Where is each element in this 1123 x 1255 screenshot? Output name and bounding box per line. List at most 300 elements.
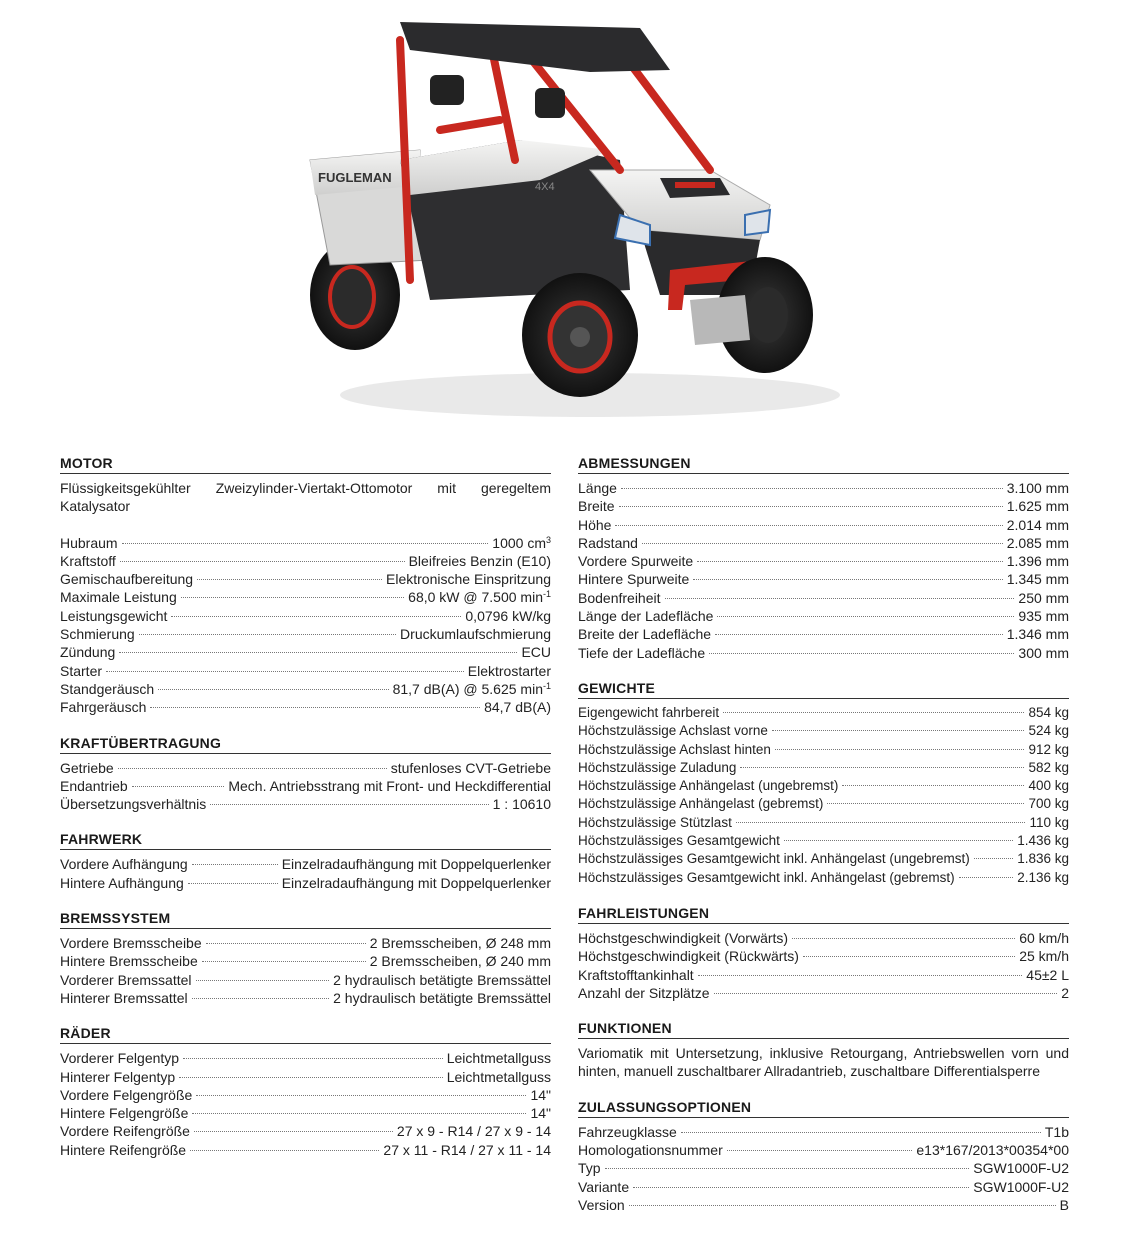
spec-value-text: 400 kg: [1028, 778, 1069, 794]
spec-label: Variante: [578, 1178, 630, 1195]
spec-value: [1007, 570, 1069, 588]
spec-value: [447, 1068, 551, 1086]
spec-value: [282, 855, 551, 873]
spec-value-text: 1.345 mm: [1006, 571, 1069, 588]
spec-row: [578, 570, 1069, 588]
spec-row: [60, 1104, 551, 1122]
spec-row: [60, 607, 551, 625]
spec-value: [1018, 607, 1069, 625]
spec-row: [578, 704, 1069, 722]
skid-plate: [690, 295, 750, 345]
spec-value: [1007, 534, 1069, 552]
spec-row: [60, 855, 551, 873]
spec-value: [1019, 929, 1069, 947]
dot-leader: [959, 877, 1014, 878]
spec-label: Bodenfreiheit: [578, 589, 661, 606]
spec-row: [578, 869, 1069, 887]
dot-leader: [697, 561, 1003, 562]
section-abm: [578, 455, 1069, 662]
spec-value-text: 81,7 dB(A) @ 5.625 min: [392, 680, 543, 697]
spec-label: Länge der Ladefläche: [578, 608, 714, 625]
spec-label: Höchstzulässige Anhängelast (gebremst): [578, 796, 824, 812]
spec-label: Höhe: [578, 516, 612, 533]
dot-leader: [120, 561, 405, 562]
spec-value: [408, 588, 551, 606]
dot-leader: [179, 1077, 443, 1078]
dot-leader: [842, 785, 1024, 786]
left-column: [60, 455, 551, 1177]
section-fahrwerk: [60, 831, 551, 892]
section-gew: [578, 680, 1069, 887]
spec-value-text: 1 : 10610: [492, 796, 551, 813]
spec-value-text: 700 kg: [1028, 796, 1069, 812]
section-title: RÄDER: [60, 1025, 551, 1044]
spec-value: [1007, 552, 1069, 570]
spec-label: Höchstzulässige Achslast vorne: [578, 723, 768, 739]
spec-value-text: Mech. Antriebsstrang mit Front- und Heckdifferential: [228, 777, 551, 794]
spec-value-text: Druckumlaufschmierung: [400, 626, 551, 643]
dot-leader: [119, 652, 517, 653]
spec-row: [578, 832, 1069, 850]
spec-value-text: SGW1000F-U2: [973, 1178, 1069, 1195]
spec-value: [1007, 625, 1069, 643]
dot-leader: [715, 634, 1003, 635]
spec-value: [1029, 814, 1069, 832]
section-intro: Flüssigkeitsgekühlter Zweizylinder-Viertakt-Ottomotor mit geregeltem Katalysator: [60, 480, 551, 515]
spec-value: [1017, 832, 1069, 850]
spec-value-text: 2.136 kg: [1017, 869, 1069, 885]
spec-value: [1028, 741, 1069, 759]
spec-value-superscript: 3: [545, 534, 551, 545]
section-title: ABMESSUNGEN: [578, 455, 1069, 474]
spec-label: Tiefe der Ladefläche: [578, 644, 706, 661]
spec-value: [386, 570, 551, 588]
spec-label: Vordere Bremsscheibe: [60, 935, 202, 952]
spec-label: Vordere Spurweite: [578, 553, 694, 570]
spec-label: Breite: [578, 498, 615, 515]
spec-value: [370, 952, 551, 970]
dot-leader: [642, 543, 1003, 544]
spec-value-text: 300 mm: [1018, 644, 1069, 661]
spec-value: [484, 698, 551, 716]
spec-label: Kraftstoff: [60, 552, 116, 569]
spec-row: [578, 1141, 1069, 1159]
spec-row: [60, 795, 551, 813]
spec-value: [493, 795, 551, 813]
spec-value: [228, 777, 551, 795]
spec-value-text: 1.346 mm: [1006, 626, 1069, 643]
dot-leader: [665, 598, 1015, 599]
dot-leader: [194, 1131, 393, 1132]
dot-leader: [158, 689, 388, 690]
spec-value-text: 84,7 dB(A): [484, 699, 551, 716]
spec-label: Höchstzulässiges Gesamtgewicht: [578, 833, 780, 849]
roof: [400, 22, 670, 72]
spec-value-text: 854 kg: [1028, 704, 1069, 720]
right-column: [578, 455, 1069, 1232]
dot-leader: [210, 804, 488, 805]
spec-value: [973, 1178, 1069, 1196]
badge-4x4: 4X4: [535, 181, 555, 193]
spec-label: Höchstzulässige Achslast hinten: [578, 741, 771, 757]
spec-label: Hinterer Bremssattel: [60, 989, 188, 1006]
section-title: MOTOR: [60, 455, 551, 474]
spec-row: [60, 680, 551, 698]
spec-value-text: 25 km/h: [1019, 948, 1069, 965]
spec-value-text: 524 kg: [1028, 723, 1069, 739]
dot-leader: [727, 1150, 913, 1151]
section-funk: [578, 1020, 1069, 1081]
spec-label: Hintere Felgengröße: [60, 1105, 189, 1122]
spec-value: [393, 680, 551, 698]
spec-label: Hintere Reifengröße: [60, 1141, 187, 1158]
spec-value: [1060, 1196, 1069, 1214]
spec-value-text: 582 kg: [1028, 759, 1069, 775]
spec-value-text: Leichtmetallguss: [446, 1050, 551, 1067]
spec-value: [1028, 795, 1069, 813]
spec-label: Hintere Bremsscheibe: [60, 953, 198, 970]
dot-leader: [188, 883, 278, 884]
spec-value: [1018, 589, 1069, 607]
spec-label: Vordere Reifengröße: [60, 1123, 190, 1140]
spec-label: Höchstzulässiges Gesamtgewicht inkl. Anhängelast (ungebremst): [578, 851, 970, 867]
spec-row: [60, 1141, 551, 1159]
spec-row: [60, 874, 551, 892]
section-brems: [60, 910, 551, 1007]
spec-value: [465, 607, 551, 625]
spec-value: [370, 934, 551, 952]
spec-value-text: 2.014 mm: [1006, 516, 1069, 533]
spec-value-text: 1000 cm: [492, 534, 546, 551]
spec-row: [578, 929, 1069, 947]
spec-row: [578, 516, 1069, 534]
spec-label: Eigengewicht fahrbereit: [578, 704, 720, 720]
spec-row: [60, 698, 551, 716]
spec-value-text: Elektronische Einspritzung: [386, 571, 551, 588]
spec-label: Höchstzulässiges Gesamtgewicht inkl. Anhängelast (gebremst): [578, 869, 955, 885]
dot-leader: [698, 975, 1023, 976]
spec-label: Höchstgeschwindigkeit (Vorwärts): [578, 929, 789, 946]
spec-value-text: SGW1000F-U2: [973, 1160, 1069, 1177]
spec-value: [282, 874, 551, 892]
dot-leader: [714, 993, 1058, 994]
section-motor: [60, 455, 551, 717]
spec-label: Leistungsgewicht: [60, 607, 168, 624]
section-title: KRAFTÜBERTRAGUNG: [60, 735, 551, 754]
dot-leader: [615, 525, 1002, 526]
spec-label: Höchstzulässige Anhängelast (ungebremst): [578, 778, 839, 794]
section-fahrl: [578, 905, 1069, 1002]
brand-logo: FUGLEMAN: [318, 170, 392, 185]
spec-row: [60, 552, 551, 570]
spec-value-text: 2 Bremsscheiben, Ø 248 mm: [369, 935, 551, 952]
dot-leader: [605, 1168, 970, 1169]
spec-label: Hinterer Felgentyp: [60, 1068, 176, 1085]
dot-leader: [122, 543, 489, 544]
spec-value-text: 27 x 9 - R14 / 27 x 9 - 14: [396, 1123, 551, 1140]
spec-label: Starter: [60, 662, 103, 679]
dot-leader: [792, 938, 1015, 939]
spec-value: [492, 534, 551, 552]
spec-value-text: 1.436 kg: [1017, 833, 1069, 849]
spec-row: [60, 534, 551, 552]
spec-value: [333, 989, 551, 1007]
spec-label: Hubraum: [60, 534, 118, 551]
spec-row: [60, 643, 551, 661]
dot-leader: [633, 1187, 969, 1188]
spec-label: Kraftstofftankinhalt: [578, 966, 694, 983]
spec-row: [60, 588, 551, 606]
spec-label: Höchstgeschwindigkeit (Rückwärts): [578, 948, 799, 965]
dot-leader: [190, 1150, 379, 1151]
front-left-wheel: [522, 273, 638, 397]
spec-value-text: 110 kg: [1029, 814, 1069, 830]
spec-value-text: 250 mm: [1018, 589, 1069, 606]
seat-right: [535, 88, 565, 118]
spec-row: [60, 1086, 551, 1104]
spec-row: [578, 759, 1069, 777]
spec-row: [578, 589, 1069, 607]
spec-value: [447, 1049, 551, 1067]
spec-label: Vorderer Bremssattel: [60, 971, 192, 988]
spec-label: Fahrzeugklasse: [578, 1123, 677, 1140]
spec-row: [578, 552, 1069, 570]
spec-value-text: Elektrostarter: [467, 662, 551, 679]
spec-value: [333, 971, 551, 989]
spec-value-text: stufenloses CVT-Getriebe: [390, 759, 551, 776]
dot-leader: [736, 822, 1026, 823]
spec-value-text: 68,0 kW @ 7.500 min: [408, 589, 543, 606]
spec-value-text: 1.836 kg: [1017, 851, 1069, 867]
spec-value: [1007, 516, 1069, 534]
spec-row: [60, 1122, 551, 1140]
dot-leader: [619, 506, 1003, 507]
spec-value: [409, 552, 551, 570]
spec-value-text: 27 x 11 - R14 / 27 x 11 - 14: [383, 1141, 551, 1158]
spec-row: [578, 497, 1069, 515]
spec-value: [1026, 966, 1069, 984]
section-title: FAHRWERK: [60, 831, 551, 850]
spec-row: [60, 971, 551, 989]
spec-label: Vordere Aufhängung: [60, 856, 188, 873]
spec-label: Fahrgeräusch: [60, 699, 147, 716]
dot-leader: [827, 803, 1024, 804]
spec-value-text: 14": [530, 1105, 551, 1122]
spec-row: [60, 777, 551, 795]
spec-value-text: ECU: [521, 644, 551, 661]
dot-leader: [681, 1132, 1041, 1133]
spec-label: Standgeräusch: [60, 680, 155, 697]
spec-value: [400, 625, 551, 643]
spec-label: Gemischaufbereitung: [60, 571, 194, 588]
dot-leader: [709, 653, 1014, 654]
spec-value: [1017, 850, 1069, 868]
spec-value: [530, 1104, 551, 1122]
spec-label: Vordere Felgengröße: [60, 1086, 193, 1103]
spec-row: [578, 814, 1069, 832]
spec-label: Getriebe: [60, 759, 114, 776]
dot-leader: [196, 1095, 526, 1096]
spec-row: [578, 644, 1069, 662]
section-title: BREMSSYSTEM: [60, 910, 551, 929]
spec-row: [60, 1068, 551, 1086]
spec-row: [578, 984, 1069, 1002]
spec-row: [578, 534, 1069, 552]
spec-value: [1028, 704, 1069, 722]
spec-row: [578, 966, 1069, 984]
spec-label: Endantrieb: [60, 777, 128, 794]
spec-value: [1007, 479, 1069, 497]
spec-value: [397, 1122, 551, 1140]
dot-leader: [132, 786, 225, 787]
spec-value-text: 1.396 mm: [1006, 553, 1069, 570]
spec-value: [383, 1141, 551, 1159]
spec-row: [60, 1049, 551, 1067]
spec-label: Version: [578, 1196, 625, 1213]
spec-row: [60, 952, 551, 970]
spec-value-text: 60 km/h: [1019, 929, 1069, 946]
spec-value-text: 2 hydraulisch betätigte Bremssättel: [333, 989, 551, 1006]
spec-value: [1028, 759, 1069, 777]
spec-value-text: 2 hydraulisch betätigte Bremssättel: [333, 971, 551, 988]
spec-row: [578, 1159, 1069, 1177]
spec-label: Breite der Ladefläche: [578, 626, 712, 643]
section-kraft: [60, 735, 551, 814]
spec-label: Maximale Leistung: [60, 589, 177, 606]
dot-leader: [621, 488, 1003, 489]
spec-value: [1007, 497, 1069, 515]
spec-value-text: 912 kg: [1028, 741, 1069, 757]
spec-row: [578, 850, 1069, 868]
spec-value-text: 45±2 L: [1026, 966, 1069, 983]
section-title: FAHRLEISTUNGEN: [578, 905, 1069, 924]
section-raeder: [60, 1025, 551, 1159]
spec-row: [60, 989, 551, 1007]
spec-label: Höchstzulässige Stützlast: [578, 814, 732, 830]
spec-value: [1017, 869, 1069, 887]
spec-row: [578, 479, 1069, 497]
dot-leader: [150, 707, 480, 708]
dot-leader: [740, 767, 1024, 768]
section-title: FUNKTIONEN: [578, 1020, 1069, 1039]
spec-value: [1045, 1123, 1069, 1141]
spec-label: Höchstzulässige Zuladung: [578, 759, 737, 775]
spec-value-text: 2.085 mm: [1006, 534, 1069, 551]
spec-value-text: 3.100 mm: [1006, 480, 1069, 496]
section-title: ZULASSUNGSOPTIONEN: [578, 1099, 1069, 1118]
spec-value-text: Leichtmetallguss: [446, 1068, 551, 1085]
dot-leader: [183, 1058, 443, 1059]
dot-leader: [192, 864, 278, 865]
spec-row: [60, 625, 551, 643]
spec-label: Homologationsnummer: [578, 1142, 723, 1159]
dot-leader: [181, 597, 404, 598]
dot-leader: [693, 579, 1002, 580]
spec-row: [578, 1123, 1069, 1141]
spec-value-text: e13*167/2013*00354*00: [916, 1142, 1069, 1159]
spec-value: [1019, 947, 1069, 965]
spec-row: [578, 947, 1069, 965]
spec-value: [1061, 984, 1069, 1002]
spec-label: Übersetzungsverhältnis: [60, 796, 207, 813]
spec-row: [60, 570, 551, 588]
spec-label: Vorderer Felgentyp: [60, 1050, 180, 1067]
spec-value-text: 1.625 mm: [1006, 498, 1069, 515]
dot-leader: [192, 998, 330, 999]
dot-leader: [139, 634, 396, 635]
spec-row: [578, 1196, 1069, 1214]
dot-leader: [784, 840, 1013, 841]
spec-value-superscript: -1: [542, 680, 551, 691]
spec-value: [1028, 722, 1069, 740]
spec-value-text: Einzelradaufhängung mit Doppelquerlenker: [281, 874, 551, 891]
spec-label: Zündung: [60, 644, 116, 661]
spec-value-superscript: -1: [542, 589, 551, 600]
spec-label: Radstand: [578, 534, 638, 551]
spec-row: [60, 934, 551, 952]
dot-leader: [106, 671, 464, 672]
seat-left: [430, 75, 464, 105]
spec-label: Anzahl der Sitzplätze: [578, 984, 710, 1001]
dot-leader: [717, 616, 1014, 617]
vehicle-image: [290, 10, 850, 430]
dot-leader: [772, 730, 1025, 731]
spec-value-text: Einzelradaufhängung mit Doppelquerlenker: [281, 856, 551, 873]
spec-row: [60, 759, 551, 777]
section-intro: Variomatik mit Untersetzung, inklusive Retourgang, Antriebswellen vorn und hinten, manuell zuschaltbarer Allradantrieb, zuschaltbare Differentialsperre: [578, 1045, 1069, 1080]
dot-leader: [974, 858, 1014, 859]
spec-value-text: 0,0796 kW/kg: [465, 607, 551, 624]
spec-row: [578, 625, 1069, 643]
dot-leader: [202, 961, 366, 962]
dot-leader: [197, 579, 382, 580]
spec-value-text: 2 Bremsscheiben, Ø 240 mm: [369, 953, 551, 970]
spec-value-text: 935 mm: [1018, 608, 1069, 625]
dot-leader: [723, 712, 1024, 713]
spec-row: [60, 662, 551, 680]
spec-value: [530, 1086, 551, 1104]
spec-label: Schmierung: [60, 626, 135, 643]
spec-label: Hintere Aufhängung: [60, 874, 184, 891]
spec-row: [578, 741, 1069, 759]
dot-leader: [629, 1205, 1056, 1206]
spec-value-text: Bleifreies Benzin (E10): [408, 552, 551, 569]
spec-value: [1028, 777, 1069, 795]
spec-label: Typ: [578, 1160, 601, 1177]
dot-leader: [803, 956, 1015, 957]
dot-leader: [171, 616, 461, 617]
spec-row: [578, 777, 1069, 795]
spec-value: [521, 643, 551, 661]
spec-value-text: 14": [530, 1086, 551, 1103]
spec-value: [391, 759, 551, 777]
spec-value: [1018, 644, 1069, 662]
spec-value-text: T1b: [1044, 1123, 1069, 1140]
spec-label: Länge: [578, 480, 617, 496]
spec-value-text: B: [1059, 1196, 1069, 1213]
dot-leader: [196, 980, 330, 981]
dot-leader: [206, 943, 366, 944]
spec-row: [578, 722, 1069, 740]
spec-row: [578, 1178, 1069, 1196]
spec-label: Hintere Spurweite: [578, 571, 690, 588]
spec-row: [578, 607, 1069, 625]
dot-leader: [192, 1113, 526, 1114]
section-zul: [578, 1099, 1069, 1214]
spec-row: [578, 795, 1069, 813]
spec-value: [973, 1159, 1069, 1177]
spec-value-text: 2: [1061, 984, 1069, 1001]
